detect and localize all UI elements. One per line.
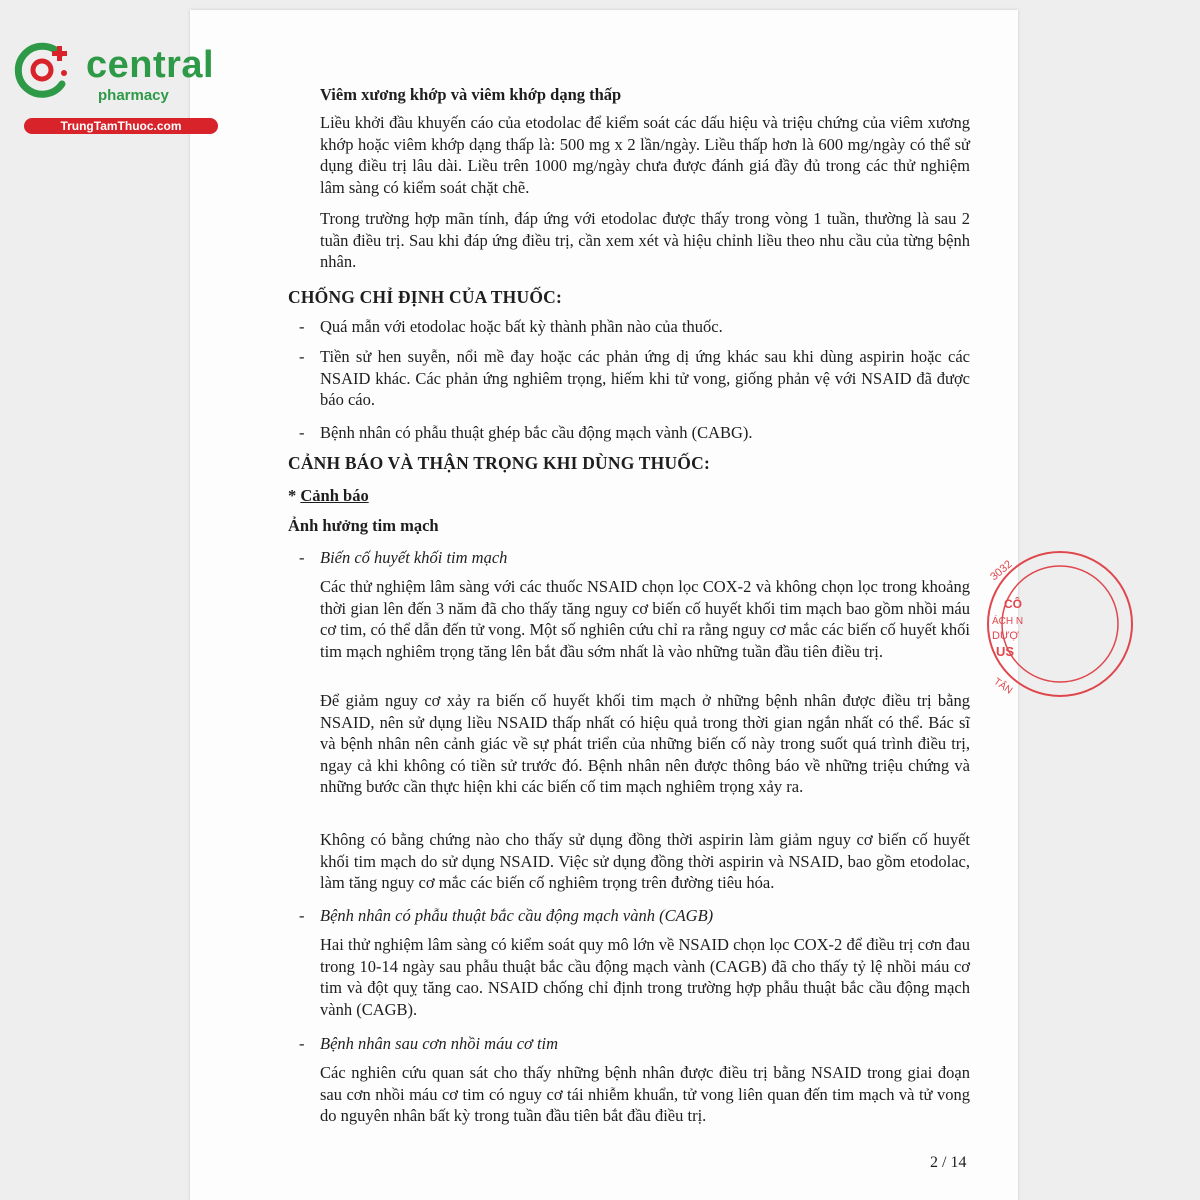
logo-url-badge[interactable]: TrungTamThuoc.com — [24, 118, 218, 134]
bullet-dash: - — [299, 548, 305, 567]
stamp-fragment: CÔ — [1004, 597, 1022, 611]
paragraph-initial-dose: Liều khởi đầu khuyến cáo của etodolac để kiểm soát các dấu hiệu và triệu chứng của viêm xương khớp hoặc viêm khớp dạng thấp là: 500 mg x 2 lần/ngày. Liều thấp hơn là 600 mg/ngày có thể sử dụng điều trị lâu dài. Liều trên 1000 mg/ngày chưa được đánh giá đầy đủ trong các thử nghiệm lâm sàng có kiểm soát chặt chẽ. — [320, 113, 970, 197]
logo-sub-text: pharmacy — [98, 87, 169, 104]
stamp-fragment: DƯỢ — [992, 630, 1019, 642]
stamp-fragment: ÁCH N — [992, 616, 1024, 627]
logo-brand-text: central — [86, 44, 215, 86]
heading-warnings-precautions: CẢNH BÁO VÀ THẬN TRỌNG KHI DÙNG THUỐC: — [288, 453, 710, 473]
heading-contraindications: CHỐNG CHỈ ĐỊNH CỦA THUỐC: — [288, 287, 563, 307]
page-number: 2 / 14 — [930, 1154, 967, 1171]
bullet-dash: - — [299, 347, 305, 366]
section-heading-osteoarthritis: Viêm xương khớp và viêm khớp dạng thấp — [320, 85, 622, 104]
item-thrombotic-events-title: Biến cố huyết khối tim mạch — [320, 548, 508, 567]
bullet-dash: - — [299, 1034, 305, 1053]
heading-cardiovascular: Ảnh hưởng tim mạch — [288, 516, 439, 535]
stamp-fragment: TÂN — [991, 676, 1015, 697]
warning-star: * — [288, 486, 297, 505]
paragraph-post-mi: Các nghiên cứu quan sát cho thấy những bệnh nhân được điều trị bằng NSAID trong giai đoạn sau cơn nhồi máu cơ tim có nguy cơ tái nhiễm khuẩn, tử vong liên quan đến tim mạch và tử vong do nguyên nhân bất kỳ trong tuần đầu tiên bắt đầu điều trị. — [320, 1063, 970, 1125]
item-cabg-title: Bệnh nhân có phẫu thuật bắc cầu động mạch vành (CAGB) — [320, 906, 714, 925]
bullet-dash: - — [299, 317, 305, 336]
contraindication-item: Bệnh nhân có phẫu thuật ghép bắc cầu động mạch vành (CABG). — [320, 423, 753, 442]
contraindication-item: Quá mẫn với etodolac hoặc bất kỳ thành phần nào của thuốc. — [320, 317, 723, 336]
stamp-fragment: US — [996, 644, 1015, 659]
item-post-mi-title: Bệnh nhân sau cơn nhồi máu cơ tim — [320, 1034, 559, 1053]
paragraph-reduce-risk: Để giảm nguy cơ xảy ra biến cố huyết khối tim mạch ở những bệnh nhân được điều trị bằng NSAID, nên sử dụng liều NSAID thấp nhất có hiệu quả trong thời gian ngắn nhất có thể. Bác sĩ và bệnh nhân nên cảnh giác về sự phát triển của những biến cố này trong suốt quá trình điều trị, ngay cả khi không có tiền sử trước đó. Bệnh nhân nên được thông báo về những triệu chứng và những bước cần thực hiện khi các biến cố tim mạch nghiêm trọng xảy ra. — [320, 691, 970, 796]
bullet-dash: - — [299, 423, 305, 442]
paragraph-thrombotic-trials: Các thử nghiệm lâm sàng với các thuốc NSAID chọn lọc COX-2 và không chọn lọc trong khoảng thời gian lên đến 3 năm đã cho thấy tăng nguy cơ biến cố huyết khối tim mạch bao gồm nhồi máu cơ tim, có thể dẫn đến tử vong. Một số nghiên cứu chỉ ra rằng nguy cơ mắc các biến cố huyết khối tim mạch nghiêm trọng tăng lên bắt đầu sớm nhất là vào những tuần đầu tiên điều trị. — [320, 577, 970, 661]
paragraph-cabg-trials: Hai thử nghiệm lâm sàng có kiểm soát quy mô lớn về NSAID chọn lọc COX-2 để điều trị cơn đau trong 10-14 ngày sau phẫu thuật bắc cầu động mạch vành (CAGB) đã cho thấy tỷ lệ nhồi máu cơ tim và đột quỵ tăng cao. NSAID chống chỉ định trong trường hợp phẫu thuật bắc cầu động mạch vành (CAGB). — [320, 935, 970, 1019]
bullet-dash: - — [299, 906, 305, 925]
paragraph-chronic-response: Trong trường hợp mãn tính, đáp ứng với etodolac được thấy trong vòng 1 tuần, thường là sau 2 tuần điều trị. Sau khi đáp ứng điều trị, cần xem xét và hiệu chỉnh liều theo nhu cầu của từng bệnh nhân. — [320, 209, 970, 271]
contraindication-item: Tiền sử hen suyễn, nổi mề đay hoặc các phản ứng dị ứng khác sau khi dùng aspirin hoặc các NSAID khác. Các phản ứng nghiêm trọng, hiếm khi tử vong, giống phản vệ với NSAID đã được báo cáo. — [320, 347, 970, 409]
warning-sub-label: Cảnh báo — [300, 486, 369, 505]
paragraph-aspirin: Không có bằng chứng nào cho thấy sử dụng đồng thời aspirin làm giảm nguy cơ biến cố huyết khối tim mạch do sử dụng NSAID. Việc sử dụng đồng thời aspirin và NSAID, bao gồm etodolac, làm tăng nguy cơ mắc các biến cố nghiêm trọng trên đường tiêu hóa. — [320, 830, 970, 892]
warning-subheading — [288, 486, 369, 506]
stamp-fragment: 3032 — [988, 558, 1015, 584]
